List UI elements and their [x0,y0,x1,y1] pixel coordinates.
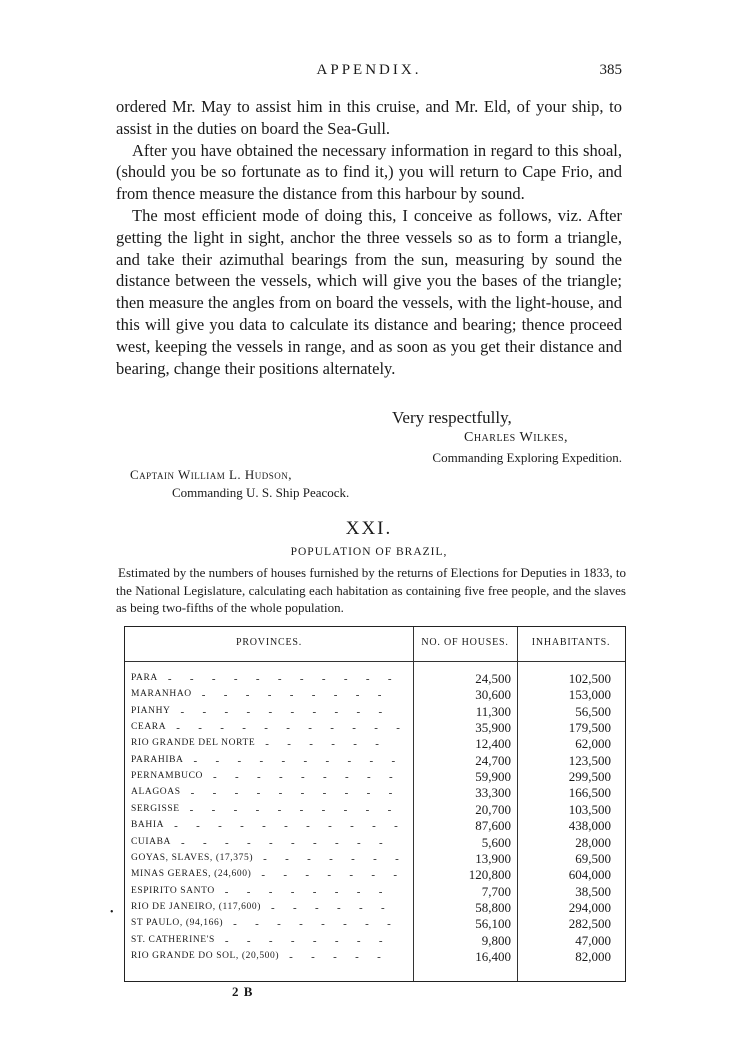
table-row [125,900,625,916]
signature-mark: 2 B [232,984,254,999]
leader-dot: - [203,836,207,849]
leader-dot: - [347,754,352,767]
leader-dot: - [287,738,291,751]
header-provinces: PROVINCES. [235,637,303,648]
leader-dot: - [263,852,267,865]
leader-dot: - [193,754,198,767]
table-row [125,769,625,785]
leader-dot: - [246,934,251,947]
houses-value: 30,600 [475,687,511,703]
paragraph-1: ordered Mr. May to assist him in this cruise, and Mr. Eld, of your ship, to assist in the duties on board the Sea-Gull. [116,97,622,138]
leader-dot: - [301,771,305,784]
leader-dot: - [264,722,268,735]
leader-dot: - [224,934,229,947]
leader-dot: - [367,771,371,784]
leader-dot: - [335,836,339,849]
leader-dot: - [198,722,202,735]
leader-dot: - [268,885,273,898]
leader-dot: - [350,820,354,833]
leader-dot: - [211,803,216,816]
inhabitants-value: 62,000 [575,736,611,752]
leader-dot: - [369,754,374,767]
leader-dot: - [223,689,228,702]
province-name: ALAGOAS [131,787,181,798]
houses-value: 20,700 [475,801,511,817]
leader-dot: - [268,934,273,947]
leader-dot: - [255,918,259,931]
table-row [125,736,625,752]
leader-dot: - [374,722,378,735]
leader-dot: - [279,771,283,784]
houses-value: 12,400 [475,736,511,752]
leader-dot: - [270,901,275,914]
leader-dot: - [233,803,238,816]
leader-dot: - [277,918,281,931]
leader-dot: - [395,852,399,865]
leader-dot: - [312,705,317,718]
inhabitants-value: 82,000 [575,948,611,964]
leader-dot: - [355,950,359,963]
leader-dot: - [343,673,348,685]
leader-dot: - [344,787,349,800]
table-row [125,949,625,965]
leader-dot: - [336,901,341,914]
leader-dot: - [269,836,273,849]
leader-dot: - [189,673,194,685]
inhabitants-value: 56,500 [575,703,611,719]
houses-value: 59,900 [475,769,511,785]
leader-dot: - [255,673,260,685]
leader-dot: - [313,836,317,849]
leader-dot: - [225,836,229,849]
paragraph-2: After you have obtained the necessary information in regard to this shoal, (should you be so fortunate as to find it,) you will return to Cape Frio, and from thence measure the distance from this harbour by sound. [116,140,622,204]
leader-dot: - [278,787,283,800]
province-name: RIO GRANDE DEL NORTE [131,738,256,749]
signer-role: Commanding Exploring Expedition. [432,450,622,465]
inhabitants-value: 299,500 [568,769,611,785]
houses-value: 16,400 [475,948,511,964]
leader-dot: - [299,803,304,816]
leader-dot: - [321,673,326,685]
leader-dot: - [380,901,385,914]
table-row [125,851,625,867]
leader-dot: - [378,885,383,898]
inhabitants-value: 438,000 [568,818,611,834]
leader-dot: - [379,836,383,849]
houses-value: 24,500 [475,671,511,686]
leader-dot: - [218,820,222,833]
leader-dot: - [237,754,242,767]
leader-dot: - [212,787,217,800]
table-row [125,753,625,769]
leader-dot: - [289,950,293,963]
province-name: GOYAS, SLAVES, (17,375) [131,852,254,863]
addressee-name: Captain William L. Hudson, [130,467,293,482]
leader-dot: - [366,787,371,800]
leader-dot: - [246,705,251,718]
leader-dot: - [308,722,312,735]
header-houses: NO. OF HOUSES. [421,637,509,648]
houses-value: 5,600 [481,834,511,850]
leader-dot: - [292,901,297,914]
leader-dot: - [233,673,238,685]
leader-dot: - [365,673,370,685]
header-inhabitants: INHABITANTS. [531,637,611,648]
leader-dot: - [234,787,239,800]
province-name: ESPIRITO SANTO [131,885,215,896]
leader-dot: - [356,934,361,947]
leader-dot: - [167,673,172,685]
inhabitants-value: 166,500 [568,785,611,801]
running-header [116,62,622,86]
letter-closing [116,408,622,472]
leader-dot: - [189,803,194,816]
leader-dot: - [365,918,369,931]
leader-dot: - [255,803,260,816]
leader-dot: - [378,934,383,947]
leader-dot: - [311,950,315,963]
leader-dot: - [351,852,355,865]
province-name: MINAS GERAES, (24,600) [131,869,252,880]
inhabitants-value: 47,000 [575,932,611,948]
population-table [124,626,626,982]
letter-body [116,96,622,379]
province-name: CEARA [131,722,167,733]
houses-value: 35,900 [475,720,511,736]
leader-dot: - [283,869,288,882]
leader-dot: - [286,722,290,735]
leader-dot: - [378,705,383,718]
leader-dot: - [357,836,361,849]
table-row [125,933,625,949]
leader-dot: - [343,918,347,931]
leader-dot: - [388,787,393,800]
leader-dot: - [261,869,266,882]
leader-dot: - [372,820,376,833]
addressee-title: Commanding U. S. Ship Peacock. [172,485,350,500]
leader-dot: - [391,754,396,767]
leader-dot: - [389,771,393,784]
leader-dot: - [224,885,229,898]
leader-dot: - [329,852,333,865]
province-name: SERGISSE [131,803,180,814]
leader-dot: - [306,820,310,833]
paragraph-3: The most efficient mode of doing this, I conceive as follows, viz. After getting the light in sight, anchor the three vessels so as to form a triangle, and take their azimuthal bearings from the sun, measuring by sound the distance between the vessels, which will give you the bases of the triangle; then measure the angles from on board the vessels, with the light-house, and this will give you data to calculate its distance and bearing; thence proceed west, keeping the vessels in range, and as soon as you get their distance and bearing, change their positions alternately. [116,205,622,378]
leader-dot: - [245,689,250,702]
province-name: PARAHIBA [131,754,184,765]
leader-dot: - [303,754,308,767]
page-number: 385 [599,62,622,78]
section-number: XXI. [345,518,393,539]
leader-dot: - [325,754,330,767]
houses-value: 87,600 [475,818,511,834]
leader-dot: - [356,705,361,718]
leader-dot: - [213,771,217,784]
leader-dot: - [180,705,185,718]
leader-dot: - [201,689,206,702]
inhabitants-value: 294,000 [568,899,611,915]
province-name: ST PAULO, (94,166) [131,918,224,929]
leader-dot: - [309,738,313,751]
leader-dot: - [305,869,310,882]
leader-dot: - [224,705,229,718]
table-row [125,687,625,703]
signer-name: Charles Wilkes, [464,430,569,445]
leader-dot: - [334,934,339,947]
leader-dot: - [262,820,266,833]
leader-dot: - [211,673,216,685]
province-name: PERNAMBUCO [131,771,203,782]
leader-dot: - [356,885,361,898]
province-name: ST. CATHERINE'S [131,934,215,945]
leader-dot: - [393,869,398,882]
leader-dot: - [334,705,339,718]
leader-dot: - [334,885,339,898]
inhabitants-value: 153,000 [568,687,611,703]
inhabitants-value: 179,500 [568,720,611,736]
inhabitants-value: 38,500 [575,883,611,899]
leader-dot: - [377,950,381,963]
leader-dot: - [299,918,303,931]
leader-dot: - [196,820,200,833]
province-name: CUIABA [131,836,172,847]
houses-value: 58,800 [475,899,511,915]
province-name: MARANHAO [131,689,192,700]
leader-dot: - [365,803,370,816]
leader-dot: - [277,673,282,685]
leader-dot: - [284,820,288,833]
table-row [125,785,625,801]
leader-dot: - [343,803,348,816]
leader-dot: - [358,901,363,914]
houses-value: 33,300 [475,785,511,801]
leader-dot: - [265,738,269,751]
leader-dot: - [321,918,325,931]
leader-dot: - [240,820,244,833]
leader-dot: - [321,803,326,816]
header-divider [125,661,625,662]
leader-dot: - [323,771,327,784]
leader-dot: - [353,738,357,751]
leader-dot: - [285,852,289,865]
addressee-block [130,466,430,502]
leader-dot: - [235,771,239,784]
houses-value: 24,700 [475,752,511,768]
inhabitants-value: 102,500 [568,671,611,686]
leader-dot: - [311,689,316,702]
leader-dot: - [371,869,376,882]
inhabitants-value: 103,500 [568,801,611,817]
inhabitants-value: 28,000 [575,834,611,850]
leader-dot: - [312,885,317,898]
table-row [125,704,625,720]
section-title: POPULATION OF BRAZIL, [290,546,448,558]
leader-dot: - [215,754,220,767]
leader-dot: - [256,787,261,800]
table-row [125,720,625,736]
province-name: RIO GRANDE DO SOL, (20,500) [131,950,280,961]
leader-dot: - [322,787,327,800]
leader-dot: - [373,852,377,865]
leader-dot: - [267,689,272,702]
leader-dot: - [330,722,334,735]
leader-dot: - [247,836,251,849]
leader-dot: - [314,901,319,914]
leader-dot: - [268,705,273,718]
table-row [125,671,625,687]
leader-dot: - [242,722,246,735]
leader-dot: - [333,689,338,702]
leader-dot: - [299,673,304,685]
leader-dot: - [352,722,356,735]
province-name: PARA [131,673,158,683]
table-row [125,867,625,883]
leader-dot: - [289,689,294,702]
leader-dot: - [190,787,195,800]
leader-dot: - [290,705,295,718]
leader-dot: - [312,934,317,947]
leader-dot: - [246,885,251,898]
leader-dot: - [387,803,392,816]
leader-dot: - [396,722,400,735]
leader-dot: - [259,754,264,767]
province-name: PIANHY [131,705,171,716]
table-row [125,802,625,818]
leader-dot: - [220,722,224,735]
valediction: Very respectfully, [392,408,512,427]
leader-dot: - [176,722,180,735]
houses-value: 7,700 [481,883,511,899]
leader-dot: - [307,852,311,865]
province-name: BAHIA [131,820,165,831]
leader-dot: - [300,787,305,800]
leader-dot: - [181,836,185,849]
leader-dot: - [377,689,382,702]
leader-dot: - [174,820,178,833]
leader-dot: - [290,934,295,947]
houses-value: 120,800 [468,867,511,883]
leader-dot: - [277,803,282,816]
leader-dot: - [345,771,349,784]
houses-value: 11,300 [475,703,511,719]
table-row [125,818,625,834]
leader-dot: - [387,918,391,931]
inhabitants-value: 282,500 [568,916,611,932]
leader-dot: - [349,869,354,882]
houses-value: 13,900 [475,850,511,866]
leader-dot: - [202,705,207,718]
leader-dot: - [328,820,332,833]
section-note: Estimated by the numbers of houses furnished by the returns of Elections for Deputies in 1833, to the National Legislature, calculating each habitation as containing five free people, and the slaves as being two-fifths of the whole population. [116,565,626,615]
leader-dot: - [291,836,295,849]
leader-dot: - [257,771,261,784]
leader-dot: - [290,885,295,898]
running-title: APPENDIX. [316,62,422,78]
inhabitants-value: 123,500 [568,752,611,768]
leader-dot: - [281,754,286,767]
houses-value: 56,100 [475,916,511,932]
inhabitants-value: 69,500 [575,850,611,866]
leader-dot: - [233,918,237,931]
leader-dot: - [394,820,398,833]
leader-dot: - [387,673,392,685]
margin-mark: • [110,907,114,918]
leader-dot: - [333,950,337,963]
table-row [125,835,625,851]
province-name: RIO DE JANEIRO, (117,600) [131,901,261,912]
leader-dot: - [331,738,335,751]
table-row [125,916,625,932]
leader-dot: - [355,689,360,702]
table-row [125,884,625,900]
inhabitants-value: 604,000 [568,867,611,883]
houses-value: 9,800 [481,932,511,948]
leader-dot: - [375,738,379,751]
leader-dot: - [327,869,332,882]
